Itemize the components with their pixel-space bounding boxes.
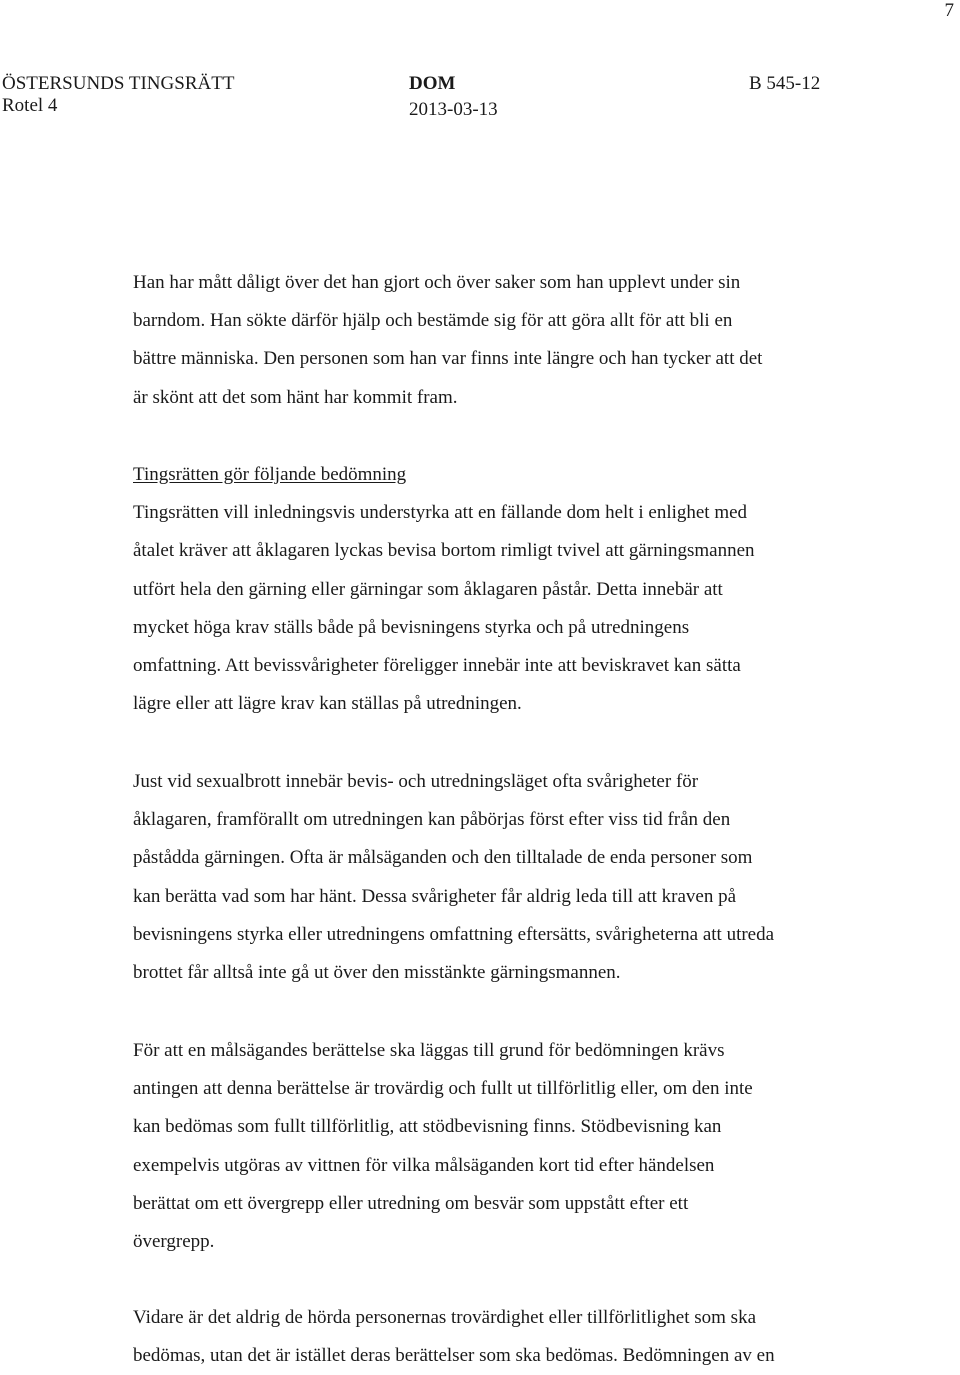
court-name: ÖSTERSUNDS TINGSRÄTT <box>2 73 235 94</box>
document-type: DOM <box>409 73 456 94</box>
text-line: kan berätta vad som har hänt. Dessa svårigheter får aldrig leda till att kraven på <box>133 885 737 907</box>
text-line: brottet får alltså inte gå ut över den misstänkte gärningsmannen. <box>133 962 621 984</box>
text-line: är skönt att det som hänt har kommit fram. <box>133 386 458 408</box>
text-line: barndom. Han sökte därför hjälp och bestämde sig för att göra allt för att bli en <box>133 310 733 332</box>
text-line: Vidare är det aldrig de hörda personernas trovärdighet eller tillförlitlighet som ska <box>133 1307 757 1328</box>
section-assessment <box>133 456 938 723</box>
text-line: åtalet kräver att åklagaren lyckas bevisa bortom rimligt tvivel att gärningsmannen <box>133 540 755 562</box>
text-line: åklagaren, framförallt om utredningen kan påbörjas först efter viss tid från den <box>133 809 731 831</box>
text-line: Just vid sexualbrott innebär bevis- och utredningsläget ofta svårigheter för <box>133 771 699 792</box>
paragraph-credibility <box>133 1299 938 1375</box>
text-line: För att en målsägandes berättelse ska läggas till grund för bedömningen krävs <box>133 1040 725 1061</box>
text-line: bedömas, utan det är istället deras berättelser som ska bedömas. Bedömningen av en <box>133 1345 775 1367</box>
paragraph-sexual-offences <box>133 763 938 992</box>
text-line: omfattning. Att bevissvårigheter föreligger innebär inte att beviskravet kan sätta <box>133 655 741 677</box>
text-line: exempelvis utgöras av vittnen för vilka målsäganden kort tid efter händelsen <box>133 1154 715 1176</box>
text-line: bevisningens styrka eller utredningens omfattning eftersätts, svårigheterna att utreda <box>133 923 775 945</box>
text-line: övergrepp. <box>133 1231 215 1253</box>
text-line: lägre eller att lägre krav kan ställas på utredningen. <box>133 693 522 715</box>
text-line: Tingsrätten vill inledningsvis understyrka att en fällande dom helt i enlighet med <box>133 502 748 524</box>
paragraph-background <box>133 264 938 417</box>
document-date: 2013-03-13 <box>409 99 498 120</box>
text-line: antingen att denna berättelse är trovärdig och fullt ut tillförlitlig eller, om den inte <box>133 1078 753 1100</box>
page-number: 7 <box>944 0 954 21</box>
court-division: Rotel 4 <box>2 95 58 116</box>
text-line: berättat om ett övergrepp eller utredning om besvär som uppstått efter ett <box>133 1192 689 1214</box>
text-line: kan bedömas som fullt tillförlitlig, att stödbevisning finns. Stödbevisning kan <box>133 1116 722 1138</box>
text-line: mycket höga krav ställs både på bevisningens styrka och på utredningens <box>133 616 690 638</box>
text-line: utfört hela den gärning eller gärningar som åklagaren påstår. Detta innebär att <box>133 578 723 600</box>
paragraph-supporting-evidence <box>133 1032 938 1261</box>
section-heading: Tingsrätten gör följande bedömning <box>133 464 407 485</box>
text-line: bättre människa. Den personen som han var finns inte längre och han tycker att det <box>133 348 763 370</box>
text-line: Han har mått dåligt över det han gjort och över saker som han upplevt under sin <box>133 272 741 293</box>
case-number: B 545-12 <box>749 73 821 94</box>
text-line: påstådda gärningen. Ofta är målsäganden och den tilltalade de enda personer som <box>133 847 753 869</box>
